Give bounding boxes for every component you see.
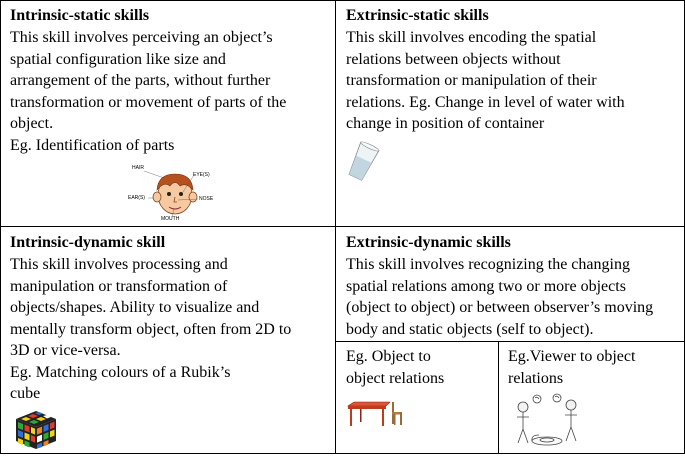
viewers-looking-icon: [509, 393, 587, 451]
intrinsic-static-title: Intrinsic-static skills: [10, 7, 150, 24]
cell-extrinsic-dynamic: [346, 233, 681, 340]
subcell-object-to-object: [346, 346, 496, 389]
table-border-top: [0, 0, 685, 1]
cell-intrinsic-dynamic: [10, 233, 332, 405]
face-label-eyes: EYE(S): [193, 172, 210, 178]
table-chair-illustration: [346, 398, 406, 428]
extrinsic-dynamic-title: Extrinsic-dynamic skills: [346, 234, 511, 251]
water-glass-icon: [343, 139, 383, 183]
intrinsic-dynamic-example: Eg. Matching colours of a Rubik’s cube: [10, 363, 231, 402]
subcell-divider-horizontal: [335, 341, 685, 342]
subcell-viewer-to-object: [508, 346, 683, 389]
rubiks-cube-illustration: [12, 409, 58, 451]
table-and-chair-icon: [346, 398, 406, 428]
boy-face-icon: [120, 162, 230, 222]
tilted-glass-illustration: [343, 139, 383, 183]
intrinsic-dynamic-title: Intrinsic-dynamic skill: [10, 234, 166, 251]
cell-intrinsic-static: [10, 6, 332, 156]
intrinsic-static-body: This skill involves perceiving an object’s spatial configuration like size and arrangement of the parts, without further transformation or movement of parts of the object.: [10, 29, 287, 132]
table-divider-vertical: [335, 0, 336, 454]
table-border-left: [0, 0, 1, 454]
face-label-mouth: MOUTH: [161, 216, 180, 222]
face-label-ears: EAR(S): [128, 195, 145, 201]
extrinsic-dynamic-body: This skill involves recognizing the changing spatial relations among two or more objects (object to object) or between observer’s moving body and static objects (self to object).: [346, 256, 654, 338]
viewer-object-illustration: [509, 393, 587, 451]
intrinsic-static-example: Eg. Identification of parts: [10, 136, 175, 154]
cell-extrinsic-static: [346, 6, 681, 135]
face-label-hair: HAIR: [132, 165, 144, 171]
extrinsic-static-title: Extrinsic-static skills: [346, 7, 489, 24]
extrinsic-static-body: This skill involves encoding the spatial relations between objects without transformation or manipulation of their relations. Eg. Change in level of water with change in position of container: [346, 29, 625, 132]
viewer-to-object-example: Eg.Viewer to object relations: [508, 348, 636, 387]
intrinsic-dynamic-body: This skill involves processing and manipulation or transformation of objects/shapes. Ability to visualize and mentally transform object, often from 2D to 3D or vice-versa.: [10, 256, 292, 359]
face-label-nose: NOSE: [199, 196, 214, 202]
subcell-divider-vertical: [498, 341, 499, 454]
object-to-object-example: Eg. Object to object relations: [346, 348, 445, 387]
rubiks-cube-icon: [12, 409, 58, 451]
face-parts-illustration: [120, 162, 230, 222]
table-divider-horizontal: [0, 226, 685, 227]
